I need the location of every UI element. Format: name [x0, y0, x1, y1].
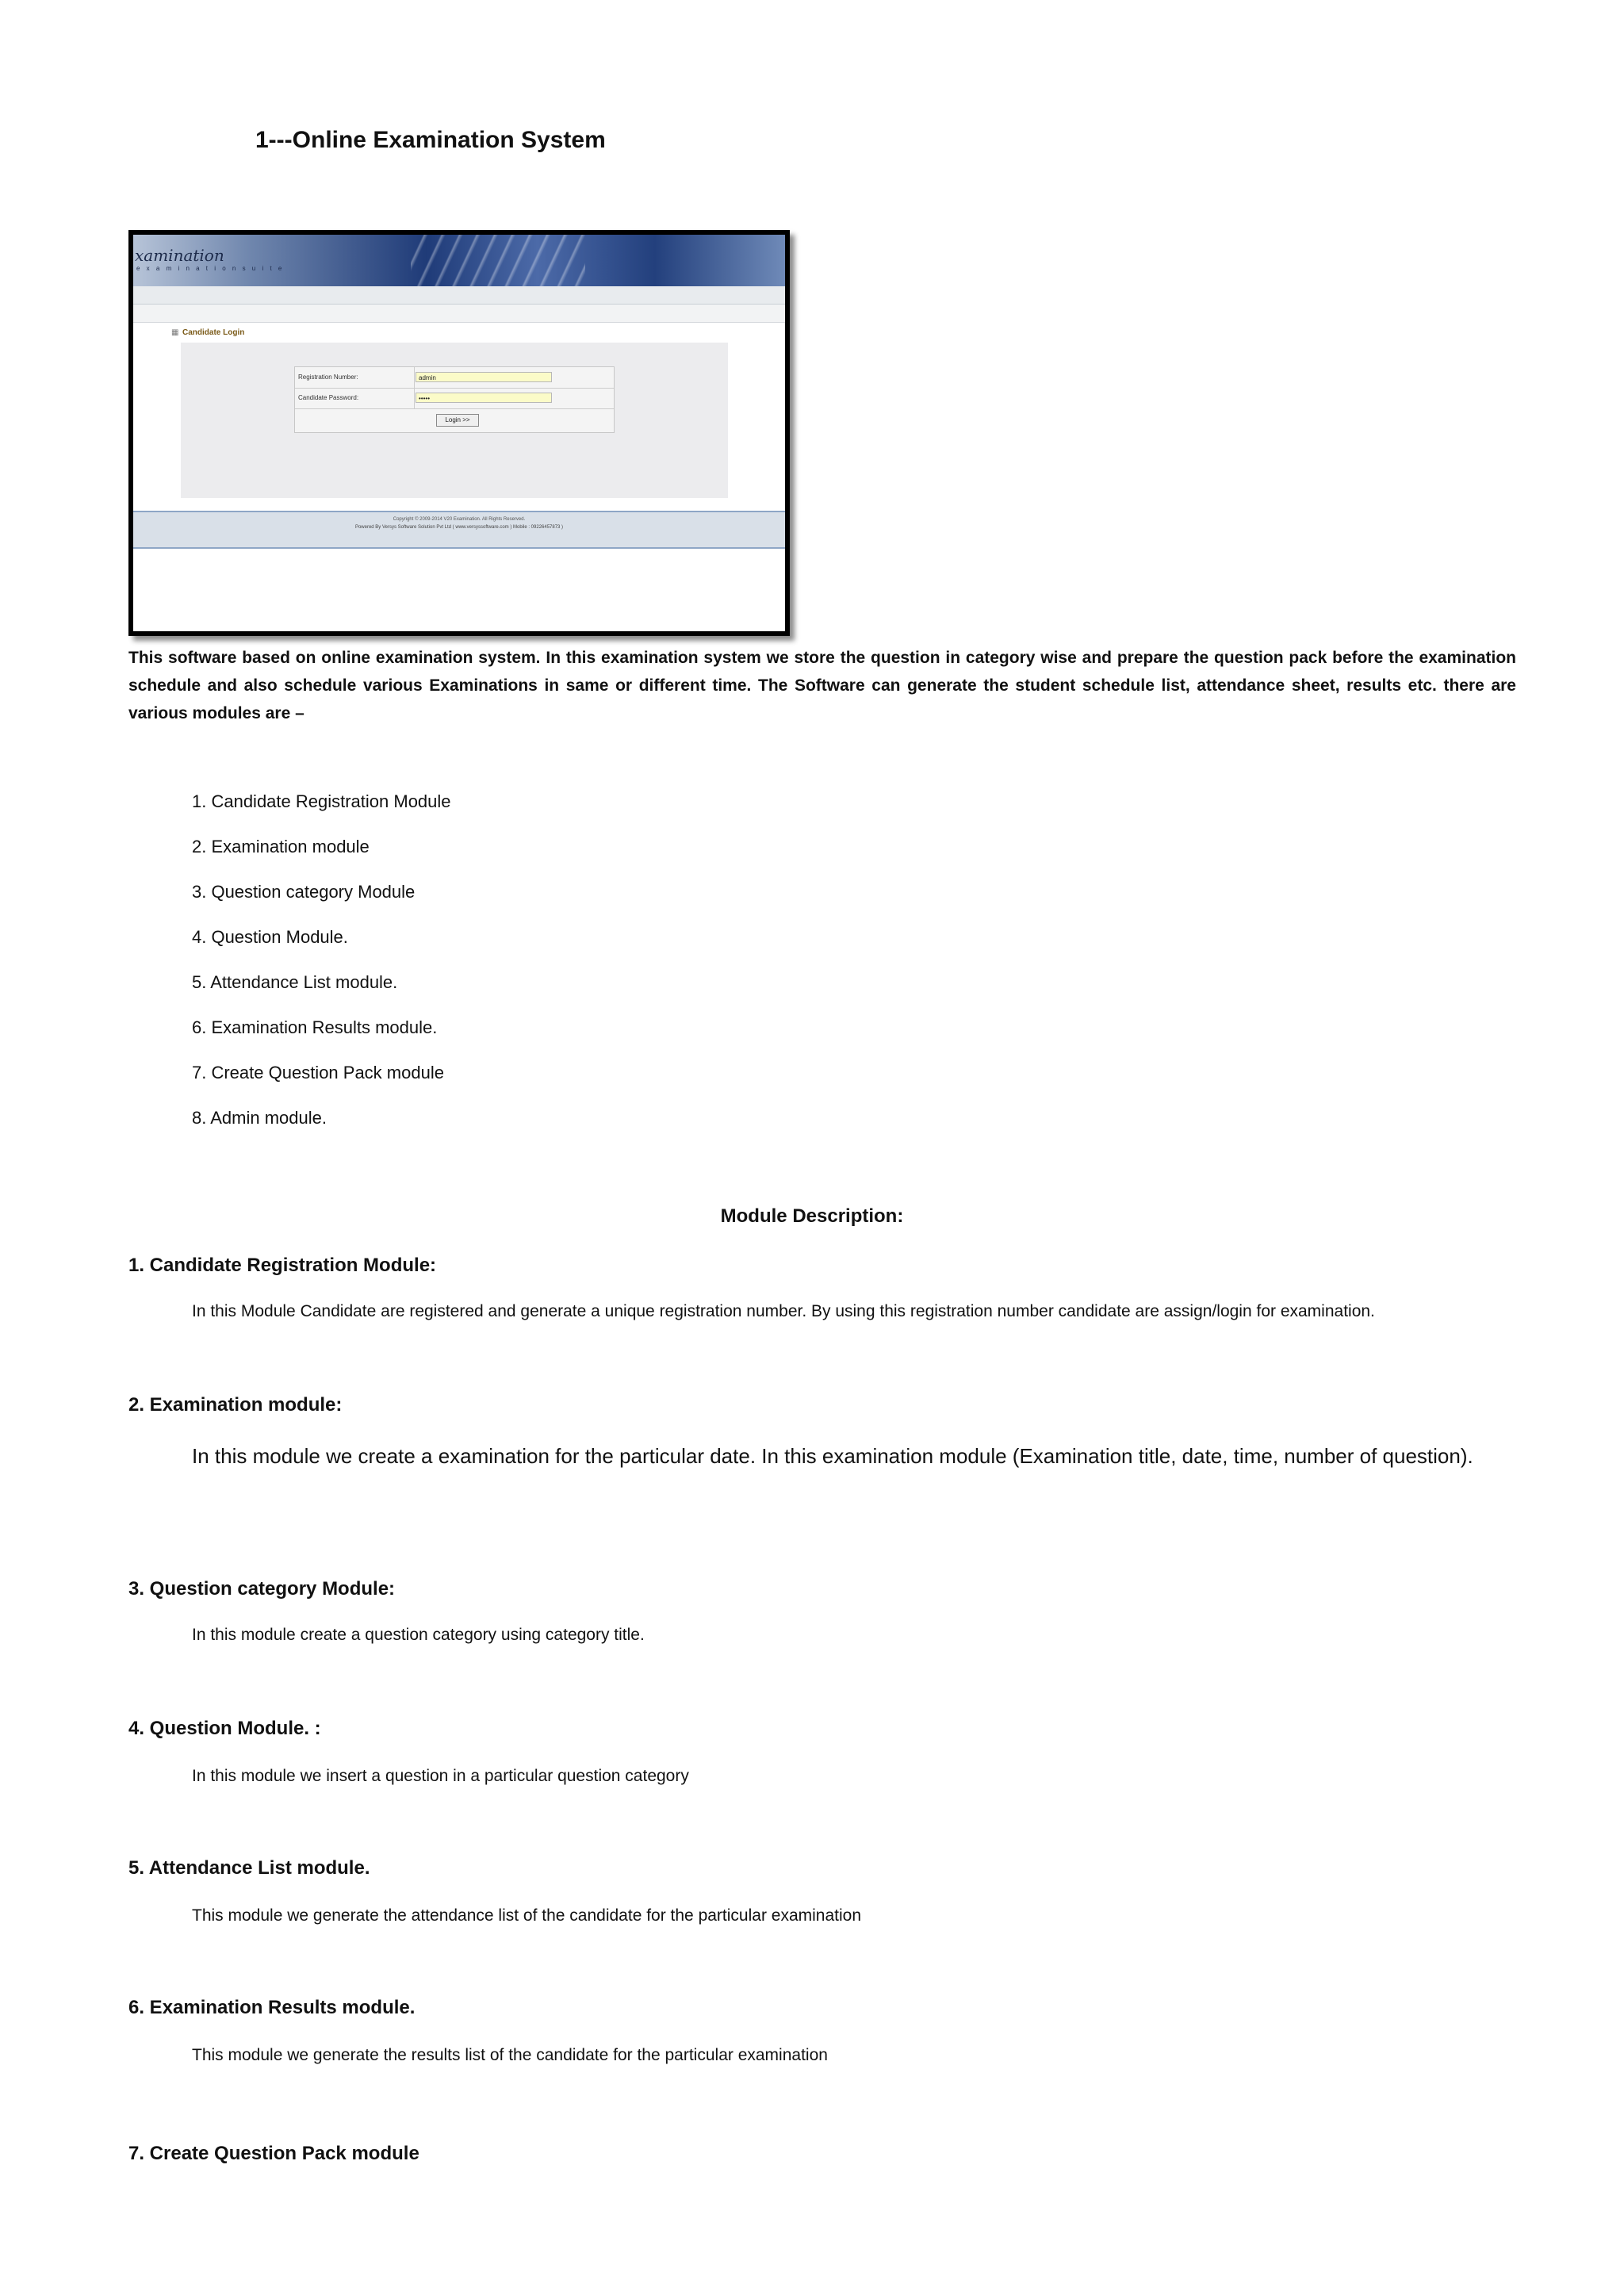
registration-label: Registration Number:	[298, 374, 358, 381]
list-item: 8. Admin module.	[192, 1108, 327, 1128]
registration-row	[295, 367, 614, 389]
screenshot-sub-strip	[133, 305, 785, 323]
list-item: 1. Candidate Registration Module	[192, 791, 451, 811]
module-title: 3. Question category Module:	[128, 1578, 396, 1600]
module-title: 4. Question Module. :	[128, 1718, 321, 1739]
login-button: Login >>	[436, 414, 479, 427]
module-title: 1. Candidate Registration Module:	[128, 1255, 437, 1276]
list-item: 3. Question category Module	[192, 882, 416, 902]
login-section-label: Candidate Login	[182, 328, 245, 337]
login-screenshot-figure	[128, 230, 790, 636]
login-section-icon: ▦	[171, 328, 179, 337]
list-item: 2. Examination module	[192, 837, 370, 856]
list-item: 7. Create Question Pack module	[192, 1063, 444, 1082]
section-heading: Module Description:	[720, 1205, 904, 1227]
module-description: In this module we create a examination for the particular date. In this examination module (Examination title, date, time, number of question).	[192, 1444, 1473, 1468]
screenshot-banner	[133, 235, 785, 286]
password-input: •••••	[416, 393, 552, 403]
password-label: Candidate Password:	[298, 394, 359, 401]
module-title: 6. Examination Results module.	[128, 1997, 416, 2018]
intro-paragraph: This software based on online examination system. In this examination system we store the question in category wise and prepare the question pack before the examination schedule and also schedule various Examinations in same or different time. The Software can generate the student schedule list, attendance sheet, results etc. there are various modules are –	[128, 649, 1516, 722]
module-description: In this Module Candidate are registered and generate a unique registration number. By using this registration number candidate are assign/login for examination.	[192, 1302, 1375, 1320]
module-description: This module we generate the results list of the candidate for the particular examination	[192, 2046, 828, 2064]
module-description: In this module we insert a question in a particular question category	[192, 1767, 689, 1785]
screenshot-brand-logo: xamination	[135, 246, 224, 265]
list-item: 5. Attendance List module.	[192, 972, 398, 992]
module-title: 2. Examination module:	[128, 1394, 343, 1416]
document-title: 1---Online Examination System	[255, 127, 606, 153]
module-description: In this module create a question category using category title.	[192, 1626, 645, 1644]
module-title: 5. Attendance List module.	[128, 1857, 370, 1879]
module-title: 7. Create Question Pack module	[128, 2143, 419, 2164]
module-description: This module we generate the attendance list of the candidate for the particular examination	[192, 1906, 862, 1925]
list-item: 6. Examination Results module.	[192, 1017, 438, 1037]
login-form	[294, 366, 615, 433]
screenshot-nav-strip	[133, 286, 785, 305]
module-list	[192, 790, 451, 1151]
screenshot-brand-subtitle: e x a m i n a t i o n s u i t e	[136, 265, 285, 272]
list-item: 4. Question Module.	[192, 927, 348, 947]
screenshot-powered-by: Powered By Versys Software Solution Pvt Ltd ( www.versyssoftware.com ) Mobile : 09226457873 )	[354, 525, 564, 530]
password-row	[295, 388, 614, 409]
registration-input: admin	[416, 372, 552, 382]
screenshot-copyright: Copyright © 2009-2014 V20 Examination. All Rights Reserved.	[393, 517, 526, 522]
